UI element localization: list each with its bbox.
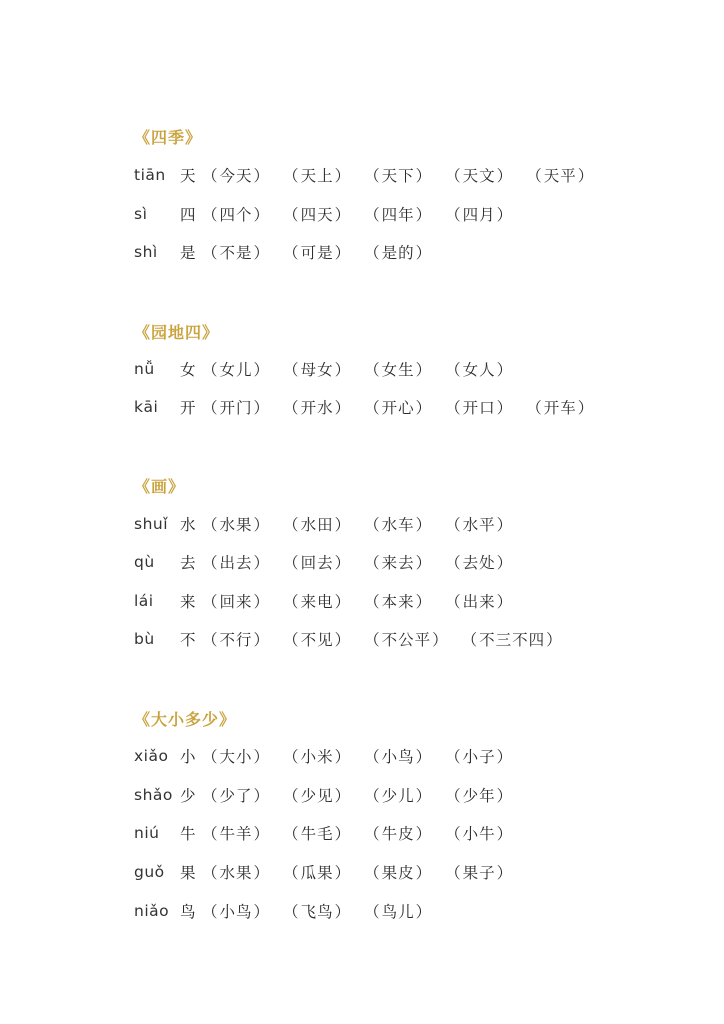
word: （ 回去 ） xyxy=(283,551,351,573)
word: （ 果子 ） xyxy=(445,861,513,883)
word: （ 天下 ） xyxy=(364,164,432,186)
pinyin: sì xyxy=(134,205,148,223)
word: （ 母女 ） xyxy=(283,358,351,380)
word: （ 去处 ） xyxy=(445,551,513,573)
vocab-row xyxy=(134,396,607,418)
vocab-row xyxy=(134,203,526,225)
pinyin: shǎo xyxy=(134,786,173,804)
word: （ 瓜果 ） xyxy=(283,861,351,883)
character: 是 xyxy=(180,244,196,262)
word: （ 不见 ） xyxy=(283,628,351,650)
character: 小 xyxy=(180,748,196,766)
pinyin: niú xyxy=(134,824,160,842)
pinyin: niǎo xyxy=(134,902,170,920)
word: （ 牛羊 ） xyxy=(202,822,270,844)
character: 去 xyxy=(180,554,196,572)
word: （ 水果 ） xyxy=(202,513,270,535)
pinyin: guǒ xyxy=(134,863,165,881)
word: （ 少儿 ） xyxy=(364,784,432,806)
word: （ 小鸟 ） xyxy=(202,900,270,922)
word: （ 水果 ） xyxy=(202,861,270,883)
word: （ 不公平 ） xyxy=(364,628,449,650)
section-title: 《画》 xyxy=(134,477,186,496)
pinyin: tiān xyxy=(134,166,166,184)
vocab-row xyxy=(134,822,526,844)
word: （ 小鸟 ） xyxy=(364,745,432,767)
vocab-row xyxy=(134,358,526,380)
word: （ 不是 ） xyxy=(202,241,270,263)
section-title: 《园地四》 xyxy=(134,323,220,342)
vocab-row xyxy=(134,745,526,767)
character: 女 xyxy=(180,361,196,379)
section-title: 《大小多少》 xyxy=(134,710,237,729)
character: 不 xyxy=(180,631,196,649)
pinyin: shuǐ xyxy=(134,515,169,533)
character: 水 xyxy=(180,516,196,534)
pinyin: nǚ xyxy=(134,360,155,378)
character: 果 xyxy=(180,864,196,882)
pinyin: xiǎo xyxy=(134,747,169,765)
word: （ 出去 ） xyxy=(202,551,270,573)
word: （ 开口 ） xyxy=(445,396,513,418)
word: （ 天文 ） xyxy=(445,164,513,186)
word: （ 少年 ） xyxy=(445,784,513,806)
word: （ 小牛 ） xyxy=(445,822,513,844)
vocab-row xyxy=(134,861,526,883)
word: （ 果皮 ） xyxy=(364,861,432,883)
pinyin: qù xyxy=(134,553,155,571)
word: （ 天平 ） xyxy=(526,164,594,186)
word: （ 水平 ） xyxy=(445,513,513,535)
word: （ 开水 ） xyxy=(283,396,351,418)
pinyin: lái xyxy=(134,592,154,610)
vocab-row xyxy=(134,241,445,263)
vocab-row xyxy=(134,590,526,612)
word: （ 小米 ） xyxy=(283,745,351,767)
word: （ 水车 ） xyxy=(364,513,432,535)
word: （ 不三不四 ） xyxy=(462,628,563,650)
vocab-row xyxy=(134,628,576,650)
word: （ 来电 ） xyxy=(283,590,351,612)
word: （ 是的 ） xyxy=(364,241,432,263)
pinyin: kāi xyxy=(134,398,159,416)
word: （ 本来 ） xyxy=(364,590,432,612)
word: （ 开车 ） xyxy=(526,396,594,418)
word: （ 今天 ） xyxy=(202,164,270,186)
pinyin: shì xyxy=(134,243,158,261)
word: （ 开心 ） xyxy=(364,396,432,418)
character: 天 xyxy=(180,167,196,185)
character: 来 xyxy=(180,593,196,611)
character: 牛 xyxy=(180,825,196,843)
word: （ 天上 ） xyxy=(283,164,351,186)
word: （ 女人 ） xyxy=(445,358,513,380)
word: （ 四年 ） xyxy=(364,203,432,225)
vocab-row xyxy=(134,164,607,186)
vocab-row xyxy=(134,900,445,922)
word: （ 开门 ） xyxy=(202,396,270,418)
section-title: 《四季》 xyxy=(134,128,203,147)
word: （ 不行 ） xyxy=(202,628,270,650)
character: 开 xyxy=(180,399,196,417)
character: 少 xyxy=(180,787,196,805)
word: （ 可是 ） xyxy=(283,241,351,263)
word: （ 鸟儿 ） xyxy=(364,900,432,922)
word: （ 女生 ） xyxy=(364,358,432,380)
word: （ 四天 ） xyxy=(283,203,351,225)
character: 鸟 xyxy=(180,903,196,921)
word: （ 大小 ） xyxy=(202,745,270,767)
vocab-row xyxy=(134,784,526,806)
word: （ 回来 ） xyxy=(202,590,270,612)
word: （ 出来 ） xyxy=(445,590,513,612)
word: （ 少了 ） xyxy=(202,784,270,806)
vocab-row xyxy=(134,551,526,573)
word: （ 少见 ） xyxy=(283,784,351,806)
word: （ 四个 ） xyxy=(202,203,270,225)
word: （ 四月 ） xyxy=(445,203,513,225)
word: （ 来去 ） xyxy=(364,551,432,573)
word: （ 飞鸟 ） xyxy=(283,900,351,922)
character: 四 xyxy=(180,206,196,224)
word: （ 小子 ） xyxy=(445,745,513,767)
vocab-row xyxy=(134,513,526,535)
pinyin: bù xyxy=(134,630,155,648)
word: （ 牛皮 ） xyxy=(364,822,432,844)
word: （ 女儿 ） xyxy=(202,358,270,380)
word: （ 牛毛 ） xyxy=(283,822,351,844)
word: （ 水田 ） xyxy=(283,513,351,535)
